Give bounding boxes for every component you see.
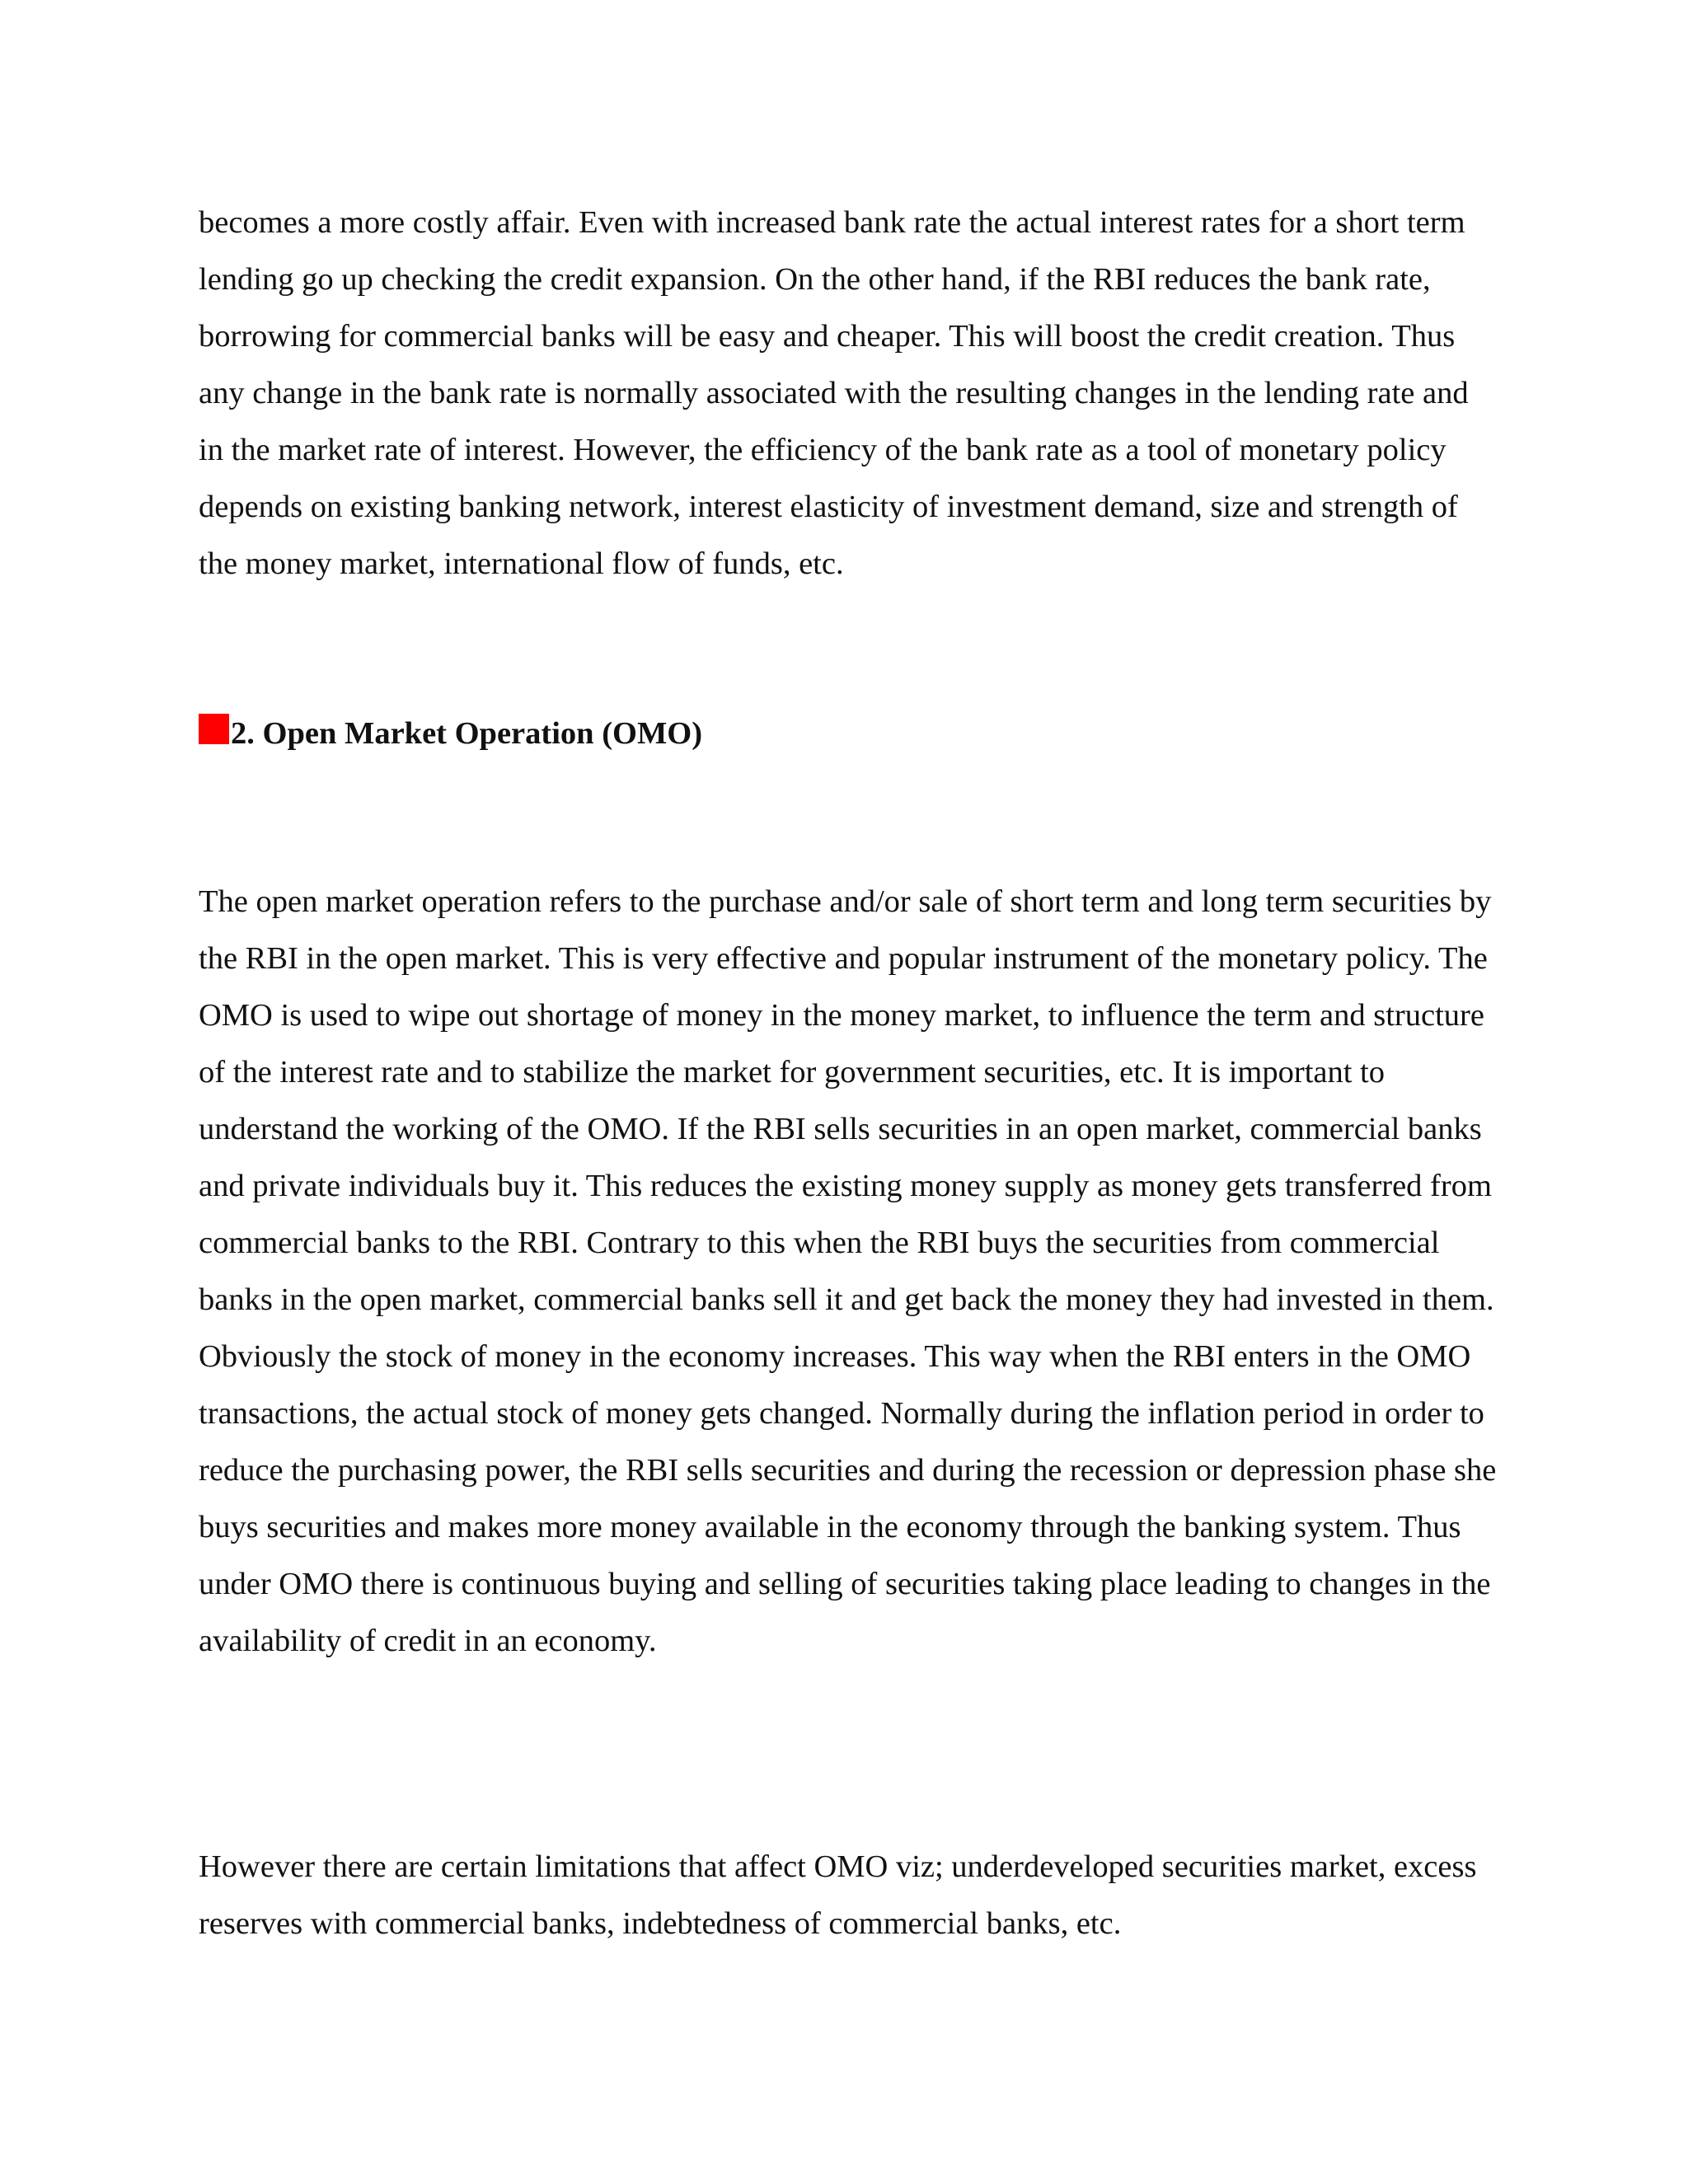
paragraph-omo-limitations: However there are certain limitations that affect OMO viz; underdeveloped securities market, excess reserves with commercial banks, indebtedness of commercial banks, etc. [199,1849,1477,1941]
section-heading [199,705,702,762]
paragraph-omo-description: The open market operation refers to the purchase and/or sale of short term and long term securities by the RBI in the open market. This is very effective and popular instrument of the monetary policy. The OMO is used to wipe out shortage of money in the money market, to influence the term and structure of the interest rate and to stabilize the market for government securities, etc. It is important to understand the working of the OMO. If the RBI sells securities in an open market, commercial banks and private individuals buy it. This reduces the existing money supply as money gets transferred from commercial banks to the RBI. Contrary to this when the RBI buys the securities from commercial banks in the open market, commercial banks sell it and get back the money they had invested in them. Obviously the stock of money in the economy increases. This way when the RBI enters in the OMO transactions, the actual stock of money gets changed. Normally during the inflation period in order to reduce the purchasing power, the RBI sells securities and during the recession or depression phase she buys securities and makes more money available in the economy through the banking system. Thus under OMO there is continuous buying and selling of securities taking place leading to changes in the availability of credit in an economy. [199,884,1497,1658]
paragraph-bank-rate-continuation: becomes a more costly affair. Even with increased bank rate the actual interest rates for a short term lending go up checking the credit expansion. On the other hand, if the RBI reduces the bank rate, borrowing for commercial banks will be easy and cheaper. This will boost the credit creation. Thus any change in the bank rate is normally associated with the resulting changes in the lending rate and in the market rate of interest. However, the efficiency of the bank rate as a tool of monetary policy depends on existing banking network, interest elasticity of investment demand, size and strength of the money market, international flow of funds, etc. [199,205,1469,581]
section-heading-text: 2. Open Market Operation (OMO) [231,716,703,751]
red-square-marker-icon [199,714,229,744]
